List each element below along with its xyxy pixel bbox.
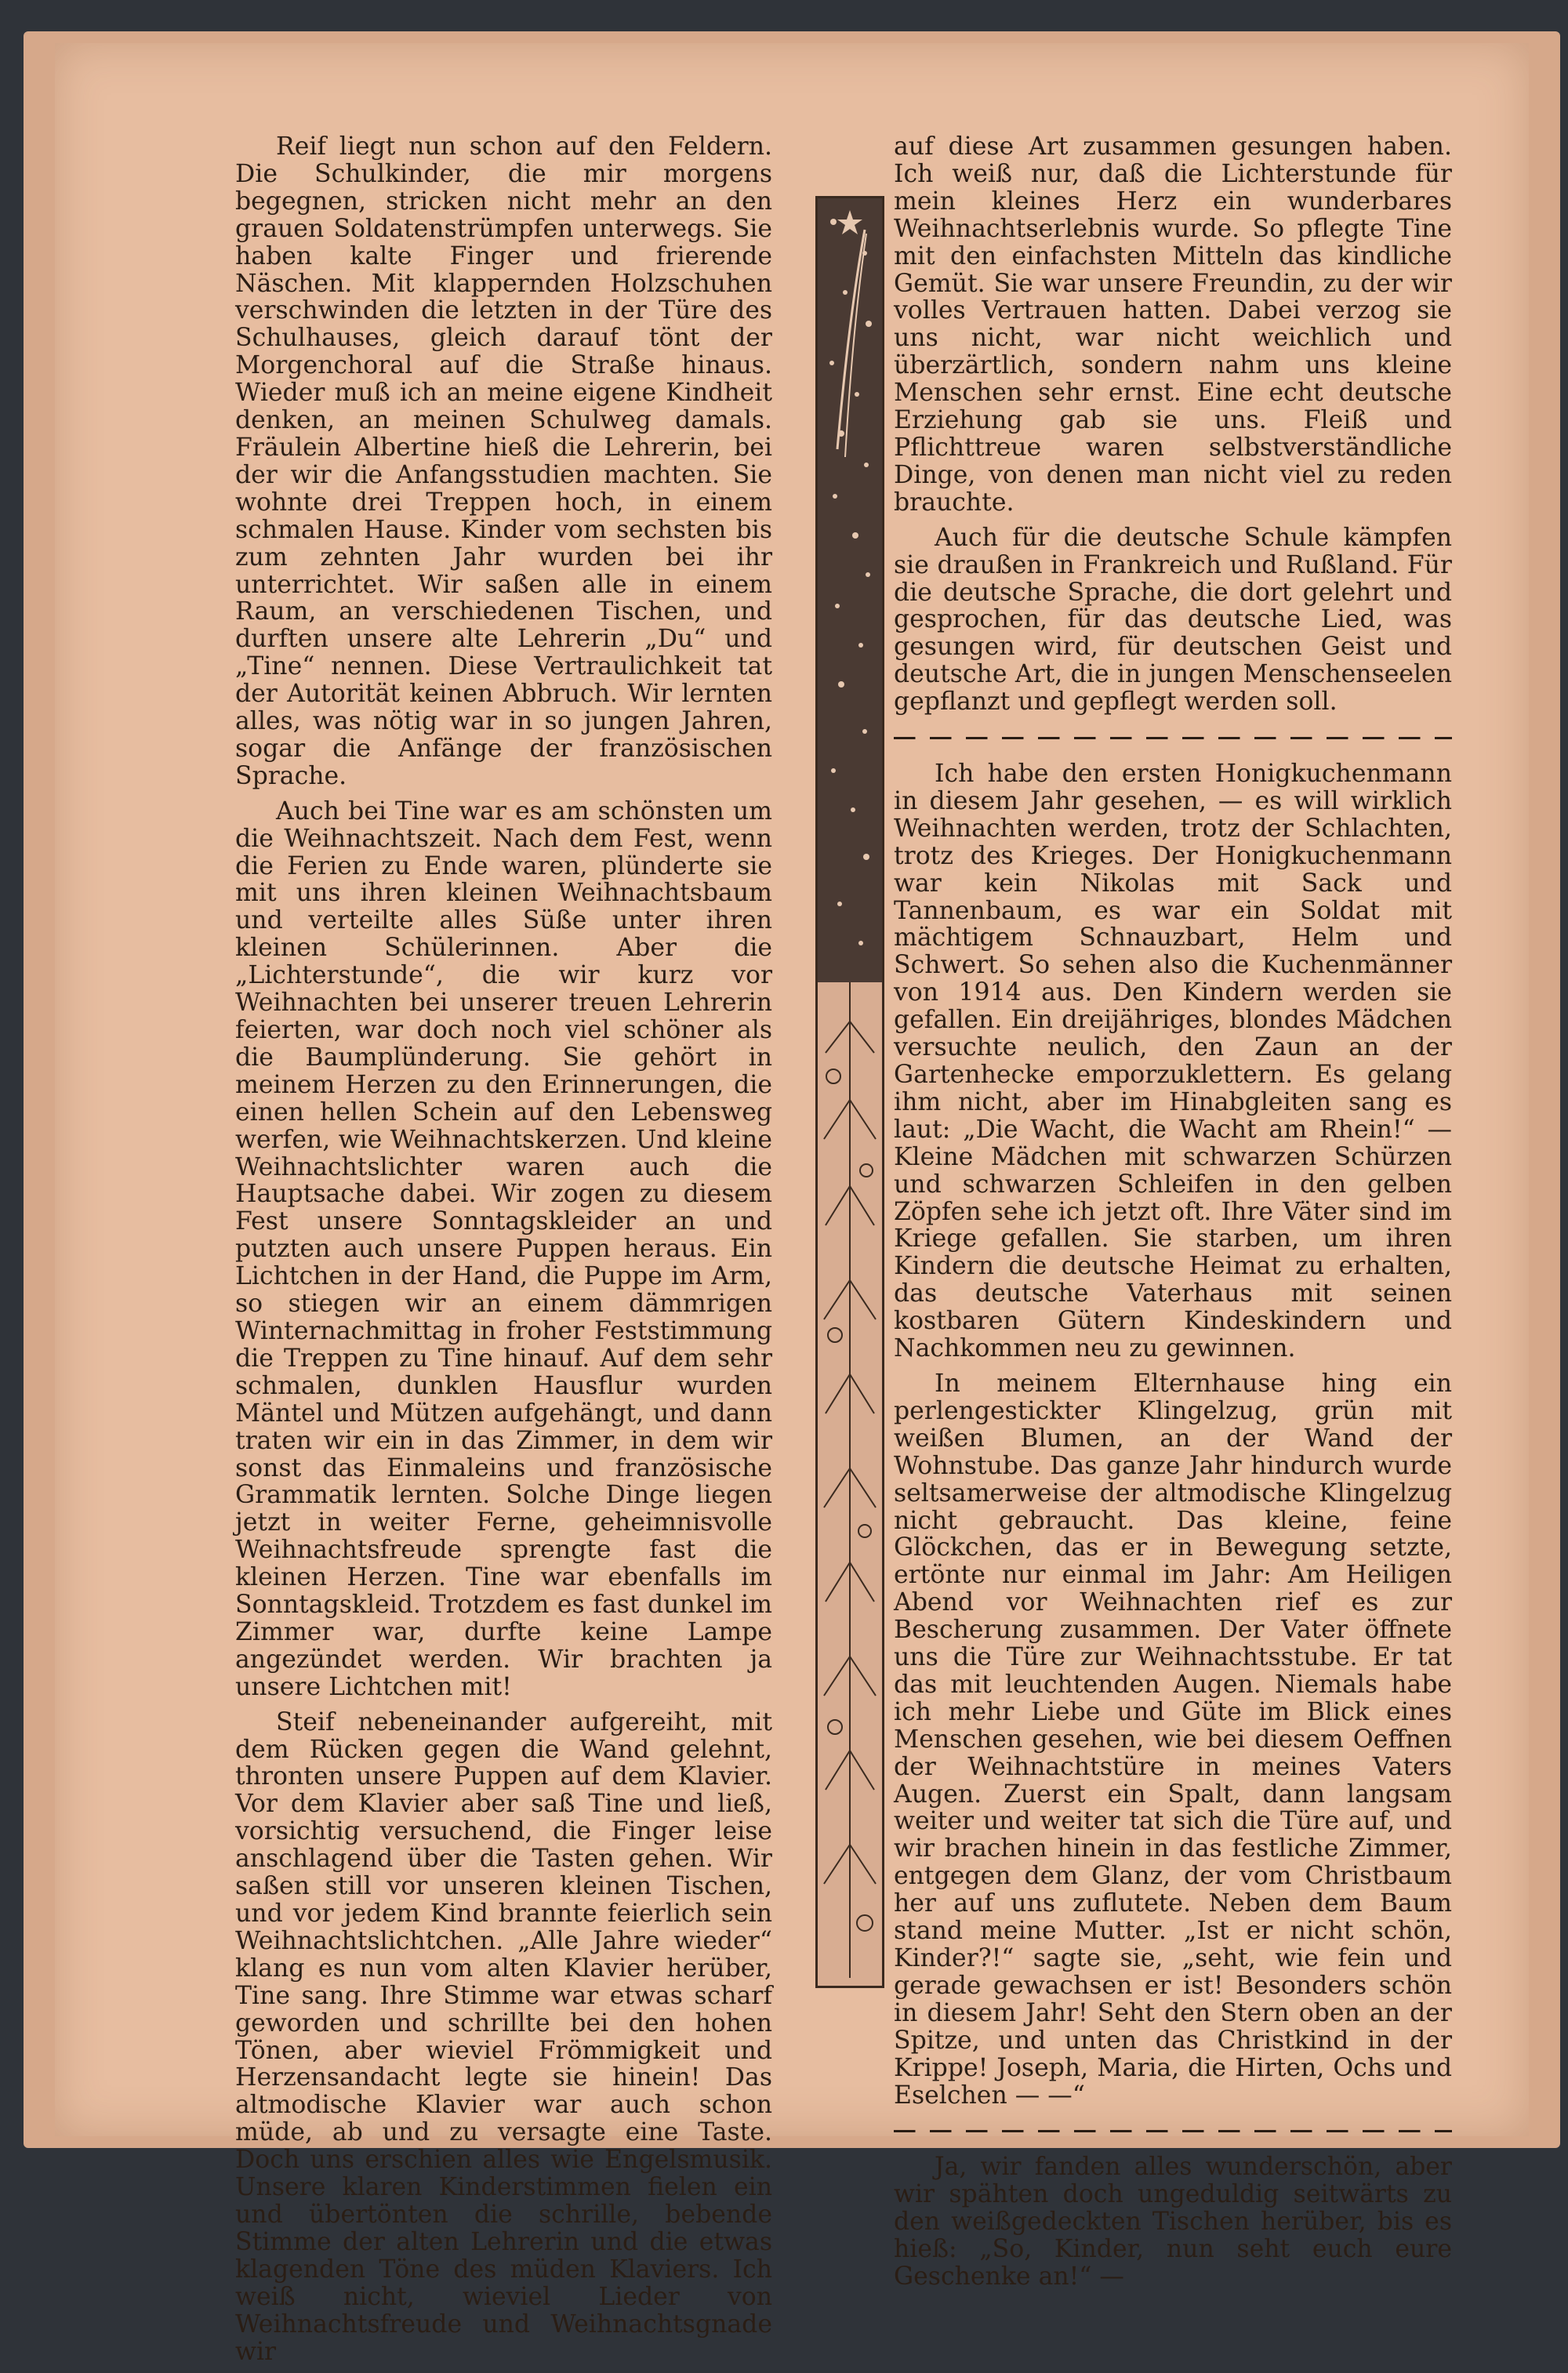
right-column [894, 133, 1452, 2299]
left-column [235, 133, 772, 2373]
christmas-garland-ornament-icon [815, 196, 884, 1988]
paragraph-klavier: Steif nebeneinander aufgereiht, mit dem Rücken gegen die Wand gelehnt, thronten unsere Puppen auf dem Klavier. Vor dem Klavier aber saß Tine und ließ, vorsichtig versuchend, die Finger leise anschlagend über die Tasten gehen. Wir saßen still vor unseren kleinen Tischen, und vor jedem Kind brannte feierlich sein Weihnachtslichtchen. „Alle Jahre wieder“ klang es nun vom alten Klavier herüber, Tine sang. Ihre Stimme war etwas scharf geworden und schrillte bei den hohen Tönen, aber wieviel Frömmigkeit und Herzensandacht legte sie hinein! Das altmodische Klavier war auch schon müde, ab und zu versagte eine Taste. Doch uns erschien alles wie Engelsmusik. Unsere klaren Kinderstimmen fielen ein und übertönten die schrille, bebende Stimme der alten Lehrerin und die etwas klagenden Töne des müden Klaviers. Ich weiß nicht, wieviel Lieder von Weihnachtsfreude und Weihnachtsgnade wir [235, 1707, 772, 2366]
paragraph-reif: Reif liegt nun schon auf den Feldern. Die Schulkinder, die mir morgens begegnen, stricken nicht mehr an den grauen Soldatenstrümpfen unterwegs. Sie haben kalte Finger und frierende Näschen. Mit klappernden Holzschuhen verschwinden die letzten in der Türe des Schulhauses, gleich darauf tönt der Morgenchoral auf die Straße hinaus. Wieder muß ich an meine eigene Kindheit denken, an meinen Schulweg damals. Fräulein Albertine hieß die Lehrerin, bei der wir die Anfangsstudien machten. Sie wohnte drei Treppen hoch, in einem schmalen Hause. Kinder vom sechsten bis zum zehnten Jahr wurden bei ihr unterrichtet. Wir saßen alle in einem Raum, an verschiedenen Tischen, und durften unsere alte Lehrerin „Du“ und „Tine“ nennen. Diese Vertraulichkeit tat der Autorität keinen Abbruch. Wir lernten alles, was nötig war in so jungen Jahren, sogar die Anfänge der französischen Sprache. [235, 132, 772, 790]
paragraph-klingelzug: In meinem Elternhause hing ein perlengestickter Klingelzug, grün mit weißen Blumen, an der Wand der Wohnstube. Das ganze Jahr hindurch wurde seltsamerweise der altmodische Klingelzug nicht gebraucht. Das kleine, feine Glöckchen, das er in Bewegung setzte, ertönte nur einmal im Jahr: Am Heiligen Abend vor Weihnachten rief es zur Bescherung zusammen. Der Vater öffnete uns die Türe zur Weihnachtsstube. Er tat das mit leuchtenden Augen. Niemals habe ich mehr Liebe und Güte im Blick eines Menschen gesehen, wie bei diesem Oeffnen der Weihnachtstüre in meines Vaters Augen. Zuerst ein Spalt, dann langsam weiter und weiter tat sich die Türe auf, und wir brachen hinein in das festliche Zimmer, entgegen dem Glanz, der vom Christbaum her auf uns zuflutete. Neben dem Baum stand meine Mutter. „Ist er nicht schön, Kinder?!“ sagte sie, „seht, wie fein und gerade gewachsen er ist! Besonders schön in diesem Jahr! Seht den Stern oben an der Spitze, und unten das Christkind in der Krippe! Joseph, Maria, die Hirten, Ochs und Eselchen — —“ [894, 1369, 1452, 2110]
paragraph-art-zusammen: auf diese Art zusammen gesungen haben. Ich weiß nur, daß die Lichterstunde für mein kleines Herz ein wunderbares Weihnachtserlebnis wurde. So pflegte Tine mit den einfachsten Mitteln das kindliche Gemüt. Sie war unsere Freundin, zu der wir volles Vertrauen hatten. Dabei verzog sie uns nicht, war nicht weichlich und überzärtlich, sondern nahm uns kleine Menschen sehr ernst. Eine echt deutsche Erziehung gab sie uns. Fleiß und Pflichttreue waren selbstverständliche Dinge, von denen man nicht viel zu reden brauchte. [894, 132, 1452, 517]
paragraph-geschenke: Ja, wir fanden alles wunderschön, aber wir spähten doch ungeduldig seitwärts zu den weißgedeckten Tischen herüber, bis es hieß: „So, Kinder, nun seht euch eure Geschenke an!“ — [894, 2153, 1452, 2291]
section-separator [894, 724, 1452, 751]
paragraph-tine-weihnacht: Auch bei Tine war es am schönsten um die Weihnachtszeit. Nach dem Fest, wenn die Ferien zu Ende waren, plünderte sie mit uns ihren kleinen Weihnachtsbaum und verteilte alles Süße unter ihren kleinen Schülerinnen. Aber die „Lichterstunde“, die wir kurz vor Weihnachten bei unserer treuen Lehrerin feierten, war doch noch viel schöner als die Baumplünderung. Sie gehört in meinem Herzen zu den Erinnerungen, die einen hellen Schein auf den Lebensweg werfen, wie Weihnachtskerzen. Und kleine Weihnachtslichter waren auch die Hauptsache dabei. Wir zogen zu diesem Fest unsere Sonntagskleider an und putzten auch unsere Puppen heraus. Ein Lichtchen in der Hand, die Puppe im Arm, so stiegen wir an einem dämmrigen Winternachmittag in froher Feststimmung die Treppen zu Tine hinauf. Auf dem sehr schmalen, dunklen Hausflur wurden Mäntel und Mützen aufgehängt, und dann traten wir ein in das Zimmer, in dem wir sonst das Einmaleins und französische Grammatik lernten. Solche Dinge liegen jetzt in weiter Ferne, geheimnisvolle Weihnachtsfreude sprengte fast die kleinen Herzen. Tine war ebenfalls im Sonntagskleid. Trotzdem es fast dunkel im Zimmer war, durfte keine Lampe angezündet werden. Wir brachten ja unsere Lichtchen mit! [235, 796, 772, 1701]
paragraph-deutsche-schule: Auch für die deutsche Schule kämpfen sie draußen in Frankreich und Rußland. Für die deutsche Sprache, die dort gelehrt und gesprochen, für das deutsche Lied, was gesungen wird, für deutschen Geist und deutsche Art, die in jungen Menschenseelen gepflanzt und gepflegt werden soll. [894, 523, 1452, 717]
section-separator [894, 2117, 1452, 2144]
paragraph-honigkuchenmann: Ich habe den ersten Honigkuchenmann in diesem Jahr gesehen, — es will wirklich Weihnachten werden, trotz der Schlachten, trotz des Krieges. Der Honigkuchenmann war kein Nikolas mit Sack und Tannenbaum, es war ein Soldat mit mächtigem Schnauzbart, Helm und Schwert. So sehen also die Kuchenmänner von 1914 aus. Den Kindern werden sie gefallen. Ein dreijähriges, blondes Mädchen versuchte neulich, den Zaun an der Gartenhecke emporzuklettern. Es gelang ihm nicht, aber im Hinabgleiten sang es laut: „Die Wacht, die Wacht am Rhein!“ — Kleine Mädchen mit schwarzen Schürzen und schwarzen Schleifen in den gelben Zöpfen sehe ich jetzt oft. Ihre Väter sind im Kriege gefallen. Sie starben, um ihren Kindern die deutsche Heimat zu erhalten, das deutsche Vaterhaus mit seinen kostbaren Gütern Kindeskindern und Nachkommen neu zu gewinnen. [894, 760, 1452, 1363]
